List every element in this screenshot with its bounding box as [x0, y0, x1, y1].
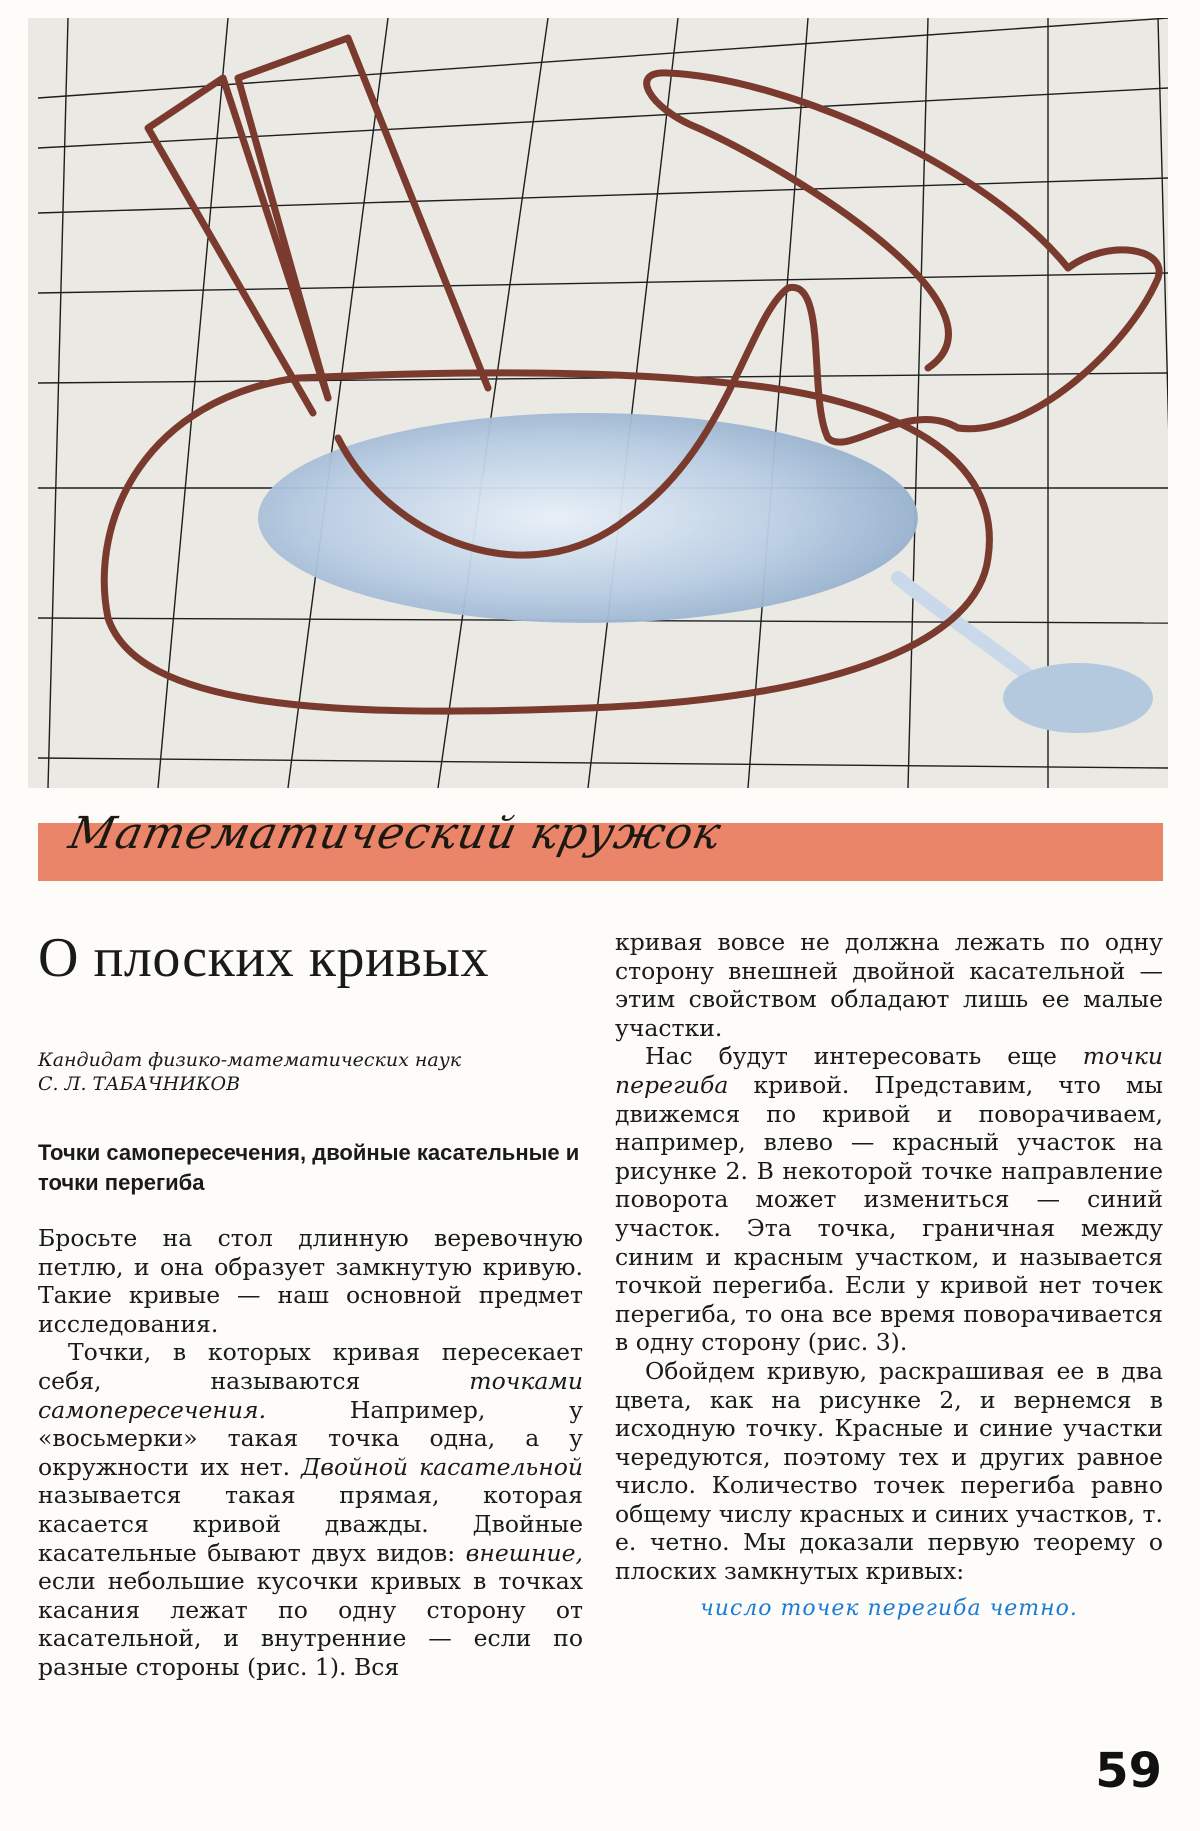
- left-column: [38, 927, 583, 1682]
- paragraph: Нас будут интересовать еще точки перегиба кривой. Представим, что мы движемся по кривой и поворачиваем, например, влево — красный участок на рисунке 2. В некоторой точке направление поворота может измениться — синий участок. Эта точка, граничная между синим и красным участком, и называется точкой перегиба. Если у кривой нет точек перегиба, то она все время поворачивается в одну сторону (рис. 3).: [615, 1042, 1163, 1357]
- author-name: С. Л. ТАБАЧНИКОВ: [38, 1073, 241, 1095]
- paragraph: Точки, в которых кривая пересекает себя, называются точками самопересечения. Например, у «восьмерки» такая точка одна, а у окружности их нет. Двойной касательной называется такая прямая, которая касается кривой дважды. Двойные касательные бывают двух видов: внешние, если небольшие кусочки кривых в точках касания лежат по одну сторону от касательной, и внутренние — если по разные стороны (рис. 1). Вся: [38, 1338, 583, 1681]
- author-credential: Кандидат физико-математических наук: [38, 1049, 462, 1071]
- term-inflection-points: точки перегиба: [615, 1042, 1163, 1099]
- theorem-statement: число точек перегиба четно.: [700, 1595, 1078, 1621]
- term-external: внешние,: [465, 1538, 583, 1567]
- banner-title: Математический кружок: [64, 808, 726, 859]
- paragraph: кривая вовсе не должна лежать по одну сторону внешней двойной касательной — этим свойством обладают лишь ее малые участки.: [615, 928, 1163, 1042]
- right-column: [615, 928, 1163, 1621]
- paragraph: Бросьте на стол длинную веревочную петлю, и она образует замкнутую кривую. Такие кривые — наш основной предмет исследования.: [38, 1224, 583, 1338]
- rope-puddle-illustration: [28, 18, 1168, 788]
- term-self-intersection: точками самопересечения.: [38, 1366, 583, 1424]
- section-heading: Точки самопересечения, двойные касательные и точки перегиба: [38, 1140, 580, 1195]
- paragraph: Обойдем кривую, раскрашивая ее в два цвета, как на рисунке 2, и вернемся в исходную точку. Красные и синие участки чередуются, поэтому тех и других равное число. Количество точек перегиба равно общему числу красных и синих участков, т. е. четно. Мы доказали первую теорему о плоских замкнутых кривых:: [615, 1356, 1163, 1586]
- term-double-tangent: Двойной касательной: [301, 1452, 583, 1481]
- article-title: О плоских кривых: [38, 927, 490, 989]
- page-number: 59: [1095, 1743, 1162, 1799]
